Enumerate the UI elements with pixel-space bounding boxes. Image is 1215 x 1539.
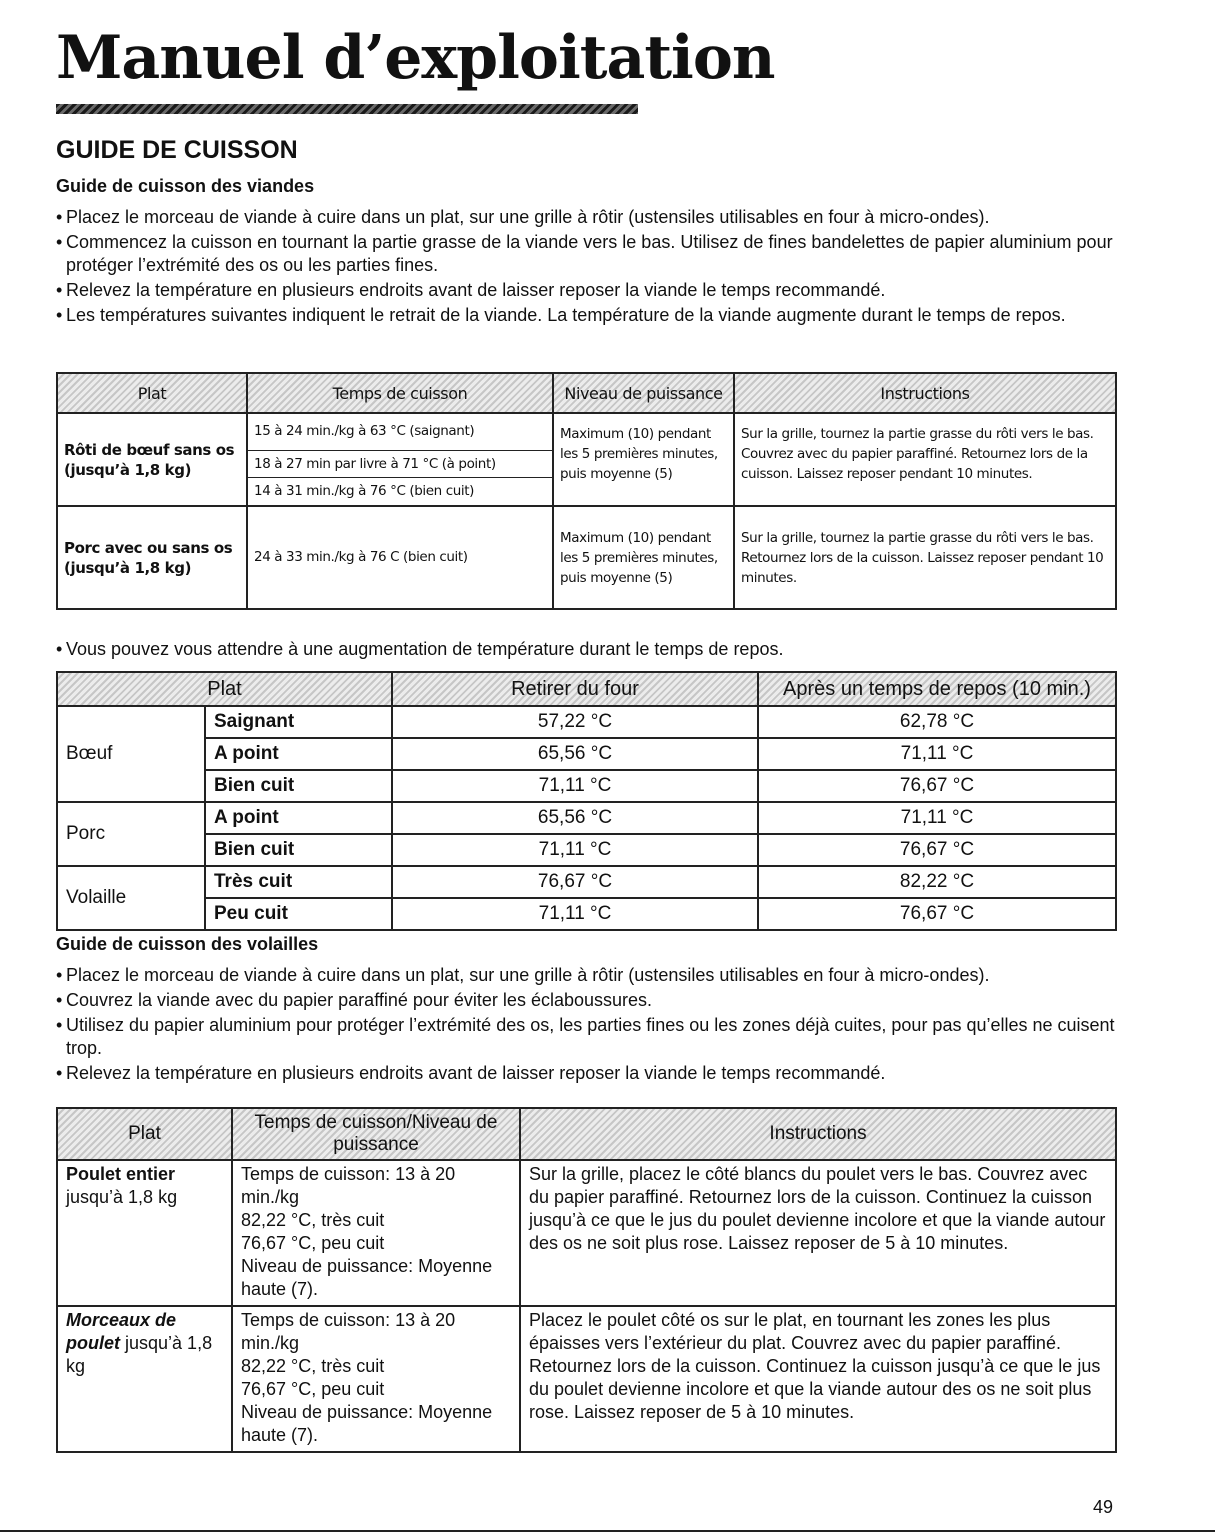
column-header: Instructions [734, 373, 1116, 413]
meat-group-cell: Bœuf [57, 706, 205, 802]
remove-temp-cell: 65,56 °C [392, 738, 758, 770]
table-row [57, 1306, 1116, 1452]
column-header: Plat [57, 373, 247, 413]
instructions-cell: Sur la grille, tournez la partie grasse du rôti vers le bas. Retournez lors de la cuisson. Laissez reposer pendant 10 minutes. [734, 506, 1116, 609]
table-row [57, 706, 1116, 738]
dish-name: Poulet entier [66, 1164, 176, 1184]
column-header: Retirer du four [392, 672, 758, 706]
time-line: Niveau de puissance: Moyenne haute (7). [241, 1256, 493, 1299]
time-line: 14 à 31 min./kg à 76 °C (bien cuit) [254, 483, 475, 499]
table-row [57, 866, 1116, 898]
rest-temp-cell: 71,11 °C [758, 802, 1116, 834]
column-header: Plat [57, 672, 392, 706]
meat-guide-heading: Guide de cuisson des viandes [56, 176, 315, 196]
page-number: 49 [1093, 1497, 1114, 1517]
power-level-cell: Maximum (10) pendant les 5 premières minutes, puis moyenne (5) [553, 413, 734, 506]
bullet-item: • Les températures suivantes indiquent le retrait de la viande. La température de la viande augmente durant le temps de repos. [56, 304, 1136, 327]
time-line: 18 à 27 min par livre à 71 °C (à point) [248, 451, 552, 478]
dish-cell: Porc avec ou sans os (jusqu’à 1,8 kg) [57, 506, 247, 609]
bullet-item: • Commencez la cuisson en tournant la partie grasse de la viande vers le bas. Utilisez de fines bandelettes de papier aluminium pour protéger l’extrémité des os ou les parties fines. [56, 231, 1136, 277]
poultry-cooking-table [56, 1107, 1117, 1453]
doneness-cell: Bien cuit [205, 834, 392, 866]
remove-temp-cell: 71,11 °C [392, 834, 758, 866]
meat-group-cell: Porc [57, 802, 205, 866]
rest-note [56, 638, 1136, 663]
time-line: Temps de cuisson: 13 à 20 min./kg [241, 1164, 456, 1207]
remove-temp-cell: 57,22 °C [392, 706, 758, 738]
time-line: 76,67 °C, peu cuit [241, 1379, 385, 1399]
bullet-item: • Utilisez du papier aluminium pour protéger l’extrémité des os, les parties fines ou les zones déjà cuites, pour pas qu’elles ne cuisent trop. [56, 1014, 1136, 1060]
column-header: Plat [57, 1108, 232, 1160]
dish-cell: Rôti de bœuf sans os (jusqu’à 1,8 kg) [57, 413, 247, 506]
meat-cooking-table [56, 372, 1117, 610]
bullet-item: • Placez le morceau de viande à cuire dans un plat, sur une grille à rôtir (ustensiles utilisables en four à micro-ondes). [56, 964, 1136, 987]
dish-weight: jusqu’à 1,8 kg [66, 1333, 213, 1376]
time-line: 82,22 °C, très cuit [241, 1210, 385, 1230]
title-underline [56, 104, 638, 114]
table-row [57, 738, 1116, 770]
remove-temp-cell: 71,11 °C [392, 770, 758, 802]
dish-name: Morceaux de poulet [66, 1310, 177, 1353]
table-row [57, 898, 1116, 930]
bullet-item: • Placez le morceau de viande à cuire dans un plat, sur une grille à rôtir (ustensiles utilisables en four à micro-ondes). [56, 206, 1136, 229]
table-header-row [57, 1108, 1116, 1160]
remove-temp-cell: 76,67 °C [392, 866, 758, 898]
doneness-cell: Bien cuit [205, 770, 392, 802]
doneness-cell: A point [205, 802, 392, 834]
doneness-cell: Saignant [205, 706, 392, 738]
rest-temp-cell: 71,11 °C [758, 738, 1116, 770]
temperature-table [56, 671, 1117, 931]
poultry-guide-bullets [56, 964, 1136, 1087]
column-header: Temps de cuisson/Niveau de puissance [232, 1108, 520, 1160]
time-line: 82,22 °C, très cuit [241, 1356, 385, 1376]
bullet-item: • Vous pouvez vous attendre à une augmentation de température durant le temps de repos. [56, 638, 1136, 661]
column-header: Temps de cuisson [247, 373, 553, 413]
time-line: 15 à 24 min./kg à 63 °C (saignant) [248, 414, 552, 451]
page-title: Manuel d’exploitation [56, 23, 775, 93]
cooking-time-cell [232, 1306, 520, 1452]
column-header: Après un temps de repos (10 min.) [758, 672, 1116, 706]
rest-temp-cell: 76,67 °C [758, 898, 1116, 930]
section-title: GUIDE DE CUISSON [56, 136, 298, 164]
rest-temp-cell: 76,67 °C [758, 770, 1116, 802]
dish-weight: jusqu’à 1,8 kg [66, 1187, 178, 1207]
bullet-item: • Relevez la température en plusieurs endroits avant de laisser reposer la viande le temps recommandé. [56, 1062, 1136, 1085]
instructions-cell: Sur la grille, tournez la partie grasse du rôti vers le bas. Couvrez avec du papier paraffiné. Retournez lors de la cuisson. Laissez reposer pendant 10 minutes. [734, 413, 1116, 506]
table-row [57, 770, 1116, 802]
remove-temp-cell: 65,56 °C [392, 802, 758, 834]
power-level-cell: Maximum (10) pendant les 5 premières minutes, puis moyenne (5) [553, 506, 734, 609]
meat-guide-bullets [56, 206, 1136, 329]
bullet-item: • Couvrez la viande avec du papier paraffiné pour éviter les éclaboussures. [56, 989, 1136, 1012]
table-row [57, 413, 1116, 506]
table-header-row [57, 373, 1116, 413]
bullet-item: • Relevez la température en plusieurs endroits avant de laisser reposer la viande le temps recommandé. [56, 279, 1136, 302]
time-line: 76,67 °C, peu cuit [241, 1233, 385, 1253]
rest-temp-cell: 62,78 °C [758, 706, 1116, 738]
instructions-cell: Placez le poulet côté os sur le plat, en tournant les zones les plus épaisses vers l’extérieur du plat. Couvrez avec du papier paraffiné. Retournez lors de la cuisson. Continuez la cuisson jusqu’à ce que le jus du poulet devienne incolore et que la viande autour des os ne soit plus rose. Laissez reposer de 5 à 10 minutes. [520, 1306, 1116, 1452]
rest-temp-cell: 82,22 °C [758, 866, 1116, 898]
footer-rule [0, 1530, 1215, 1532]
table-row [57, 1160, 1116, 1306]
doneness-cell: A point [205, 738, 392, 770]
instructions-cell: Sur la grille, placez le côté blancs du poulet vers le bas. Couvrez avec du papier paraffiné. Retournez lors de la cuisson. Continuez la cuisson jusqu’à ce que le jus du poulet devienne incolore et que la viande autour des os ne soit plus rose. Laissez reposer de 5 à 10 minutes. [520, 1160, 1116, 1306]
doneness-cell: Très cuit [205, 866, 392, 898]
table-row [57, 834, 1116, 866]
column-header: Instructions [520, 1108, 1116, 1160]
table-row [57, 802, 1116, 834]
time-line: Temps de cuisson: 13 à 20 min./kg [241, 1310, 456, 1353]
meat-group-cell: Volaille [57, 866, 205, 930]
poultry-guide-heading: Guide de cuisson des volailles [56, 934, 319, 954]
cooking-time-cell [247, 413, 553, 506]
dish-cell [57, 1306, 232, 1452]
cooking-time-cell [232, 1160, 520, 1306]
dish-cell [57, 1160, 232, 1306]
remove-temp-cell: 71,11 °C [392, 898, 758, 930]
table-header-row [57, 672, 1116, 706]
cooking-time-cell: 24 à 33 min./kg à 76 C (bien cuit) [247, 506, 553, 609]
column-header: Niveau de puissance [553, 373, 734, 413]
doneness-cell: Peu cuit [205, 898, 392, 930]
time-line: Niveau de puissance: Moyenne haute (7). [241, 1402, 493, 1445]
table-row [57, 506, 1116, 609]
rest-temp-cell: 76,67 °C [758, 834, 1116, 866]
